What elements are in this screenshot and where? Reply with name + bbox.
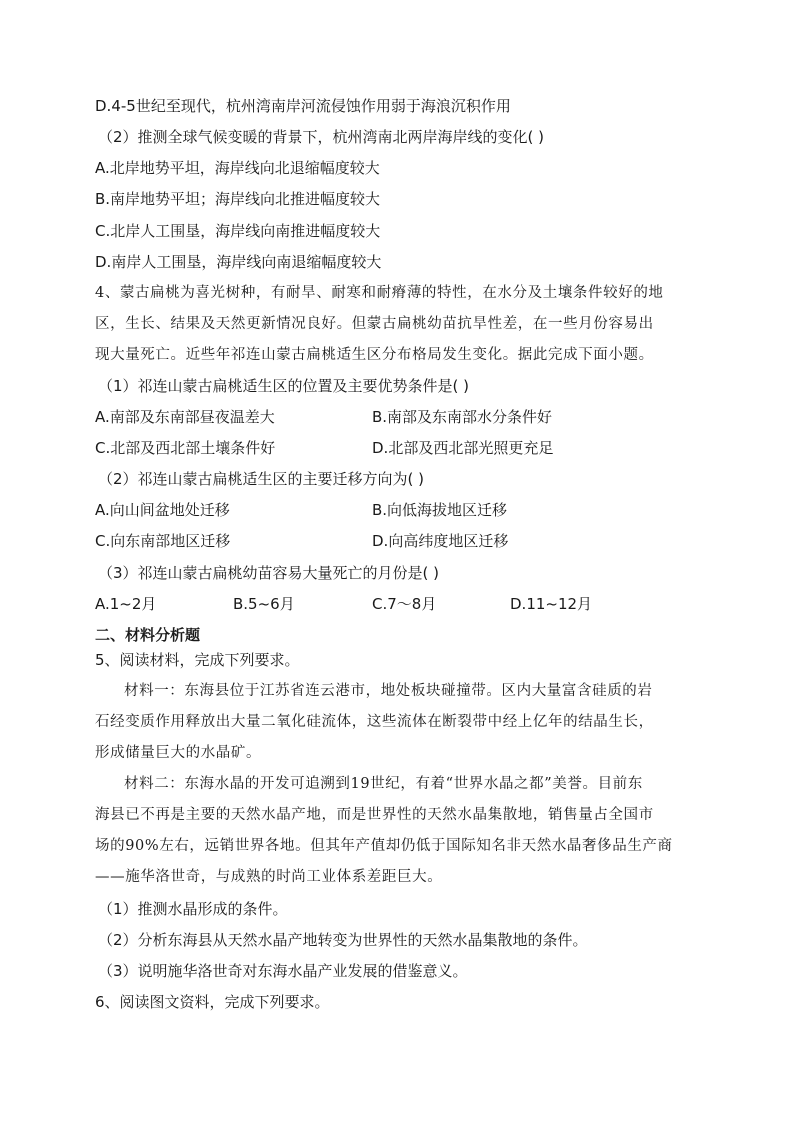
q4-sub1-stem: （1）祁连山蒙古扁桃适生区的位置及主要优势条件是( ) [98, 377, 470, 395]
q4-sub1-option-b: B.南部及东南部水分条件好 [372, 408, 553, 426]
q4-sub2-option-d: D.向高纬度地区迁移 [372, 532, 509, 550]
q5-stem: 5、阅读材料，完成下列要求。 [95, 651, 300, 669]
q5-question-1: （1）推测水晶形成的条件。 [98, 900, 288, 918]
q3-sub2-option-c: C.北岸人工围垦，海岸线向南推进幅度较大 [95, 222, 381, 240]
q4-intro-line-1: 4、蒙古扁桃为喜光树种，有耐旱、耐寒和耐瘠薄的特性，在水分及土壤条件较好的地 [95, 285, 664, 301]
q6-stem: 6、阅读图文资料，完成下列要求。 [95, 993, 330, 1011]
q4-sub2-option-a: A.向山间盆地处迁移 [95, 501, 230, 519]
q3-sub2-option-b: B.南岸地势平坦；海岸线向北推进幅度较大 [95, 190, 381, 208]
q4-sub2-stem: （2）祁连山蒙古扁桃适生区的主要迁移方向为( ) [98, 470, 425, 488]
q4-sub3-option-b: B.5~6月 [233, 595, 295, 613]
q4-intro-line-3: 现大量死亡。近些年祁连山蒙古扁桃适生区分布格局发生变化。据此完成下面小题。 [95, 347, 654, 363]
q4-sub2-option-c: C.向东南部地区迁移 [95, 532, 231, 550]
q5-question-3: （3）说明施华洛世奇对东海水晶产业发展的借鉴意义。 [98, 962, 468, 980]
q5-material1-line-3: 形成储量巨大的水晶矿。 [95, 745, 262, 761]
q5-material1-line-2: 石经变质作用释放出大量二氧化硅流体，这些流体在断裂带中经上亿年的结晶生长， [95, 714, 654, 730]
q4-sub2-option-b: B.向低海拔地区迁移 [372, 501, 508, 519]
q4-sub1-option-a: A.南部及东南部昼夜温差大 [95, 408, 275, 426]
q4-sub3-option-c: C.7～8月 [372, 595, 437, 613]
q4-sub1-option-c: C.北部及西北部土壤条件好 [95, 439, 276, 457]
q5-material1-line-1: 材料一：东海县位于江苏省连云港市，地处板块碰撞带。区内大量富含硅质的岩 [124, 683, 653, 699]
q4-sub3-option-a: A.1~2月 [95, 595, 157, 613]
q3-sub2-option-d: D.南岸人工围垦，海岸线向南退缩幅度较大 [95, 253, 382, 271]
q4-sub3-option-d: D.11~12月 [510, 595, 593, 613]
q5-material2-line-4: ——施华洛世奇，与成熟的时尚工业体系差距巨大。 [95, 869, 443, 885]
q5-material2-line-1: 材料二：东海水晶的开发可追溯到19世纪，有着“世界水晶之都”美誉。目前东 [124, 776, 643, 792]
q3-sub2-option-a: A.北岸地势平坦，海岸线向北退缩幅度较大 [95, 159, 380, 177]
q4-sub3-stem: （3）祁连山蒙古扁桃幼苗容易大量死亡的月份是( ) [98, 564, 440, 582]
q3-option-d: D.4-5世纪至现代，杭州湾南岸河流侵蚀作用弱于海浪沉积作用 [95, 97, 511, 115]
q5-material2-line-2: 海县已不再是主要的天然水晶产地，而是世界性的天然水晶集散地，销售量占全国市 [95, 807, 654, 823]
q4-sub1-option-d: D.北部及西北部光照更充足 [372, 439, 554, 457]
q5-question-2: （2）分析东海县从天然水晶产地转变为世界性的天然水晶集散地的条件。 [98, 931, 588, 949]
q3-sub2-stem: （2）推测全球气候变暖的背景下，杭州湾南北两岸海岸线的变化( ) [98, 128, 545, 146]
q5-material2-line-3: 场的90%左右，远销世界各地。但其年产值却仍低于国际知名非天然水晶奢侈品生产商 [95, 838, 673, 854]
section-title: 二、材料分析题 [95, 626, 201, 644]
q4-intro-line-2: 区，生长、结果及天然更新情况良好。但蒙古扁桃幼苗抗旱性差，在一些月份容易出 [95, 316, 654, 332]
